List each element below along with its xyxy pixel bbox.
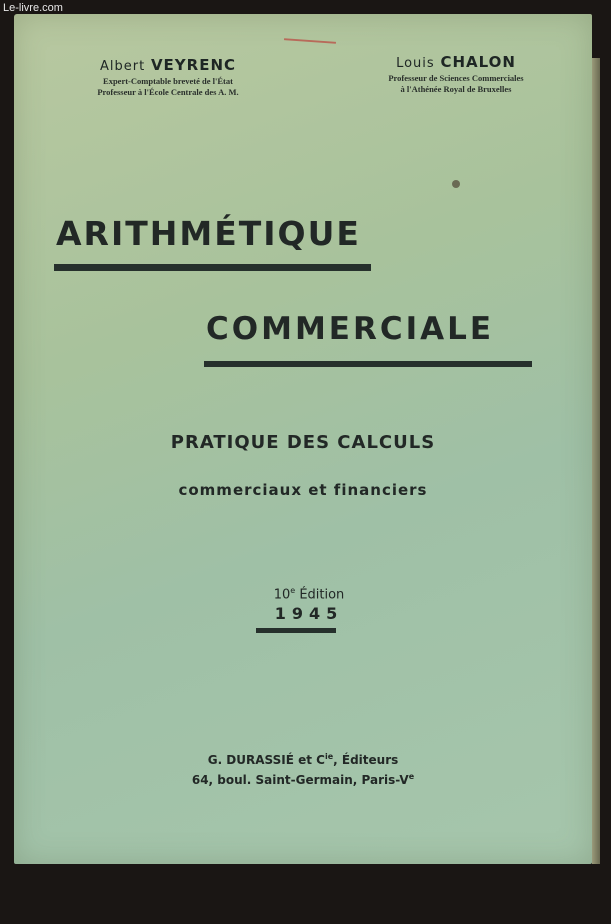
author-right-role-2: à l'Athénée Royal de Bruxelles (400, 84, 512, 94)
title-line-2: COMMERCIALE (206, 311, 495, 347)
book-spine-edge (592, 58, 600, 864)
publisher-name (14, 752, 592, 767)
author-right-name (346, 53, 566, 73)
book-cover (14, 14, 592, 864)
title-line-1: ARITHMÉTIQUE (56, 214, 361, 253)
author-left-role-2: Professeur à l'École Centrale des A. M. (97, 87, 239, 97)
edition-label (209, 586, 409, 602)
author-left-role-1: Expert-Comptable breveté de l'État (103, 76, 233, 86)
publisher-name-sup: ie (324, 752, 334, 761)
edition-year: 1945 (274, 604, 344, 623)
title-rule-1 (54, 264, 371, 271)
author-right-last-name: CHALON (440, 53, 516, 71)
publisher-address-text: 64, boul. Saint-Germain, Paris-V (191, 773, 409, 787)
publisher-address (14, 772, 592, 787)
subtitle-line-2: commerciaux et financiers (178, 481, 428, 499)
subtitle-line-1: PRATIQUE DES CALCULS (170, 432, 436, 453)
author-left (58, 56, 278, 98)
author-right (346, 53, 566, 95)
author-right-role-1: Professeur de Sciences Commerciales (388, 73, 524, 83)
author-left-name (58, 56, 278, 76)
edition-rule (256, 628, 336, 633)
watermark-text: Le-livre.com (3, 2, 63, 14)
author-right-first-name: Louis (396, 56, 435, 71)
edition-word: Édition (299, 587, 345, 603)
author-left-last-name: VEYRENC (150, 56, 237, 74)
publisher-name-part2: , Éditeurs (333, 753, 399, 767)
edition-number: 10 (273, 587, 291, 603)
cover-stain (452, 180, 460, 188)
publisher-address-sup: e (408, 772, 415, 781)
title-rule-2 (204, 361, 532, 367)
red-ink-mark (284, 38, 336, 44)
edition-suffix: e (290, 586, 296, 595)
author-left-first-name: Albert (99, 59, 146, 74)
publisher-name-part1: G. DURASSIÉ et C (207, 753, 325, 767)
